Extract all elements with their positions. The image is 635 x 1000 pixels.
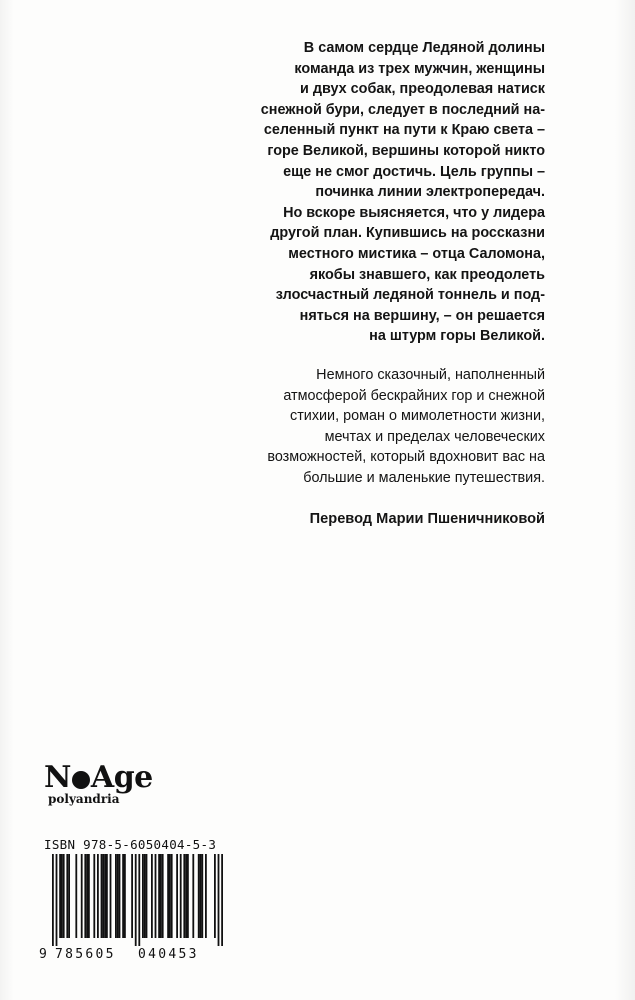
blurb-line: и двух собак, преодолевая натиск xyxy=(300,81,545,98)
blurb-line: команда из трех мужчин, женщины xyxy=(294,60,545,77)
barcode-bar xyxy=(97,854,99,938)
barcode-bar xyxy=(205,854,207,938)
barcode-bar xyxy=(101,854,103,938)
barcode-bar xyxy=(146,854,148,938)
barcode-bar xyxy=(59,854,61,938)
barcode-bar xyxy=(180,854,182,938)
blurb-line: якобы знавшего, как преодолеть xyxy=(309,266,545,283)
blurb-line: злосчастный ледяной тоннель и под- xyxy=(275,287,545,304)
barcode-bar xyxy=(122,854,124,938)
blurb-line: Но вскоре выясняется, что у лидера xyxy=(283,204,545,221)
barcode-bar xyxy=(144,854,146,938)
barcode-bar xyxy=(155,854,157,938)
barcode-bar xyxy=(185,854,187,938)
synopsis-blurb xyxy=(225,38,545,347)
blurb-line: местного мистика – отца Саломона, xyxy=(288,245,545,262)
barcode-bar xyxy=(68,854,70,938)
barcode-bar xyxy=(102,854,104,938)
barcode-left-digits: 785605 xyxy=(55,947,116,962)
barcode-bar xyxy=(142,854,144,938)
barcode-bar xyxy=(183,854,185,938)
barcode-bar xyxy=(162,854,164,938)
book-description xyxy=(225,365,545,489)
barcode-bar xyxy=(86,854,88,938)
barcode-guard-bar xyxy=(138,854,140,946)
barcode-bar xyxy=(167,854,169,938)
barcode-bar xyxy=(117,854,119,938)
publisher-logo xyxy=(44,762,153,806)
isbn-barcode xyxy=(30,852,230,964)
barcode-bar xyxy=(124,854,126,938)
barcode-bar xyxy=(81,854,83,938)
barcode-guard-bar xyxy=(218,854,220,946)
imprint-name: polyandria xyxy=(48,792,120,806)
logo-wordmark xyxy=(44,762,153,794)
barcode-guard-bar xyxy=(135,854,137,946)
barcode-bar xyxy=(160,854,162,938)
description-line: большие и маленькие путешествия. xyxy=(303,469,545,486)
barcode-bar xyxy=(75,854,77,938)
barcode-bar xyxy=(201,854,203,938)
description-line: Немного сказочный, наполненный xyxy=(316,366,545,383)
blurb-line: няться на вершину, – он решается xyxy=(299,307,545,324)
barcode-bar xyxy=(66,854,68,938)
barcode-bar xyxy=(110,854,112,938)
barcode-bar xyxy=(187,854,189,938)
barcode-guard-bar xyxy=(221,854,223,946)
description-line: атмосферой бескрайних гор и снежной xyxy=(283,387,545,404)
barcode-bar xyxy=(192,854,194,938)
barcode-bar xyxy=(171,854,173,938)
barcode-bar xyxy=(93,854,95,938)
barcode-bar xyxy=(131,854,133,938)
barcode-bar xyxy=(151,854,153,938)
blurb-line: селенный пункт на пути к Краю света – xyxy=(263,122,545,139)
isbn-label: ISBN 978-5-6050404-5-3 xyxy=(44,837,217,852)
barcode-bar xyxy=(158,854,160,938)
blurb-line: на штурм горы Великой. xyxy=(369,328,545,345)
barcode-bar xyxy=(104,854,106,938)
logo-letter-n: N xyxy=(44,760,71,795)
barcode-bar xyxy=(115,854,117,938)
description-line: мечтах и пределах человеческих xyxy=(324,428,545,445)
barcode-guard-bar xyxy=(52,854,54,946)
description-line: стихии, роман о мимолетности жизни, xyxy=(290,408,545,425)
barcode-bar xyxy=(119,854,121,938)
barcode-guard-bar xyxy=(56,854,58,946)
blurb-line: еще не смог достичь. Цель группы – xyxy=(283,163,545,180)
cover-text-column xyxy=(225,38,545,529)
blurb-line: снежной бури, следует в последний на- xyxy=(260,101,545,118)
barcode-first-digit: 9 xyxy=(39,947,47,962)
barcode-bar xyxy=(200,854,202,938)
barcode-bar xyxy=(176,854,178,938)
blurb-line: починка линии электропередач. xyxy=(315,184,545,201)
description-line: возможностей, который вдохновит вас на xyxy=(267,449,545,466)
barcode-bar xyxy=(63,854,65,938)
logo-age: Age xyxy=(90,760,153,795)
barcode-bars xyxy=(52,854,223,946)
barcode-bar xyxy=(214,854,216,938)
barcode-right-digits: 040453 xyxy=(138,947,199,962)
logo-dot-icon xyxy=(72,771,90,789)
barcode-bar xyxy=(198,854,200,938)
blurb-line: В самом сердце Ледяной долины xyxy=(303,40,545,56)
blurb-line: другой план. Купившись на россказни xyxy=(270,225,545,242)
barcode-bar xyxy=(169,854,171,938)
blurb-line: горе Великой, вершины которой никто xyxy=(267,142,545,159)
barcode-bar xyxy=(106,854,108,938)
barcode-bar xyxy=(84,854,86,938)
barcode-bar xyxy=(61,854,63,938)
translator-credit: Перевод Марии Пшеничниковой xyxy=(309,511,545,528)
barcode-bar xyxy=(88,854,90,938)
